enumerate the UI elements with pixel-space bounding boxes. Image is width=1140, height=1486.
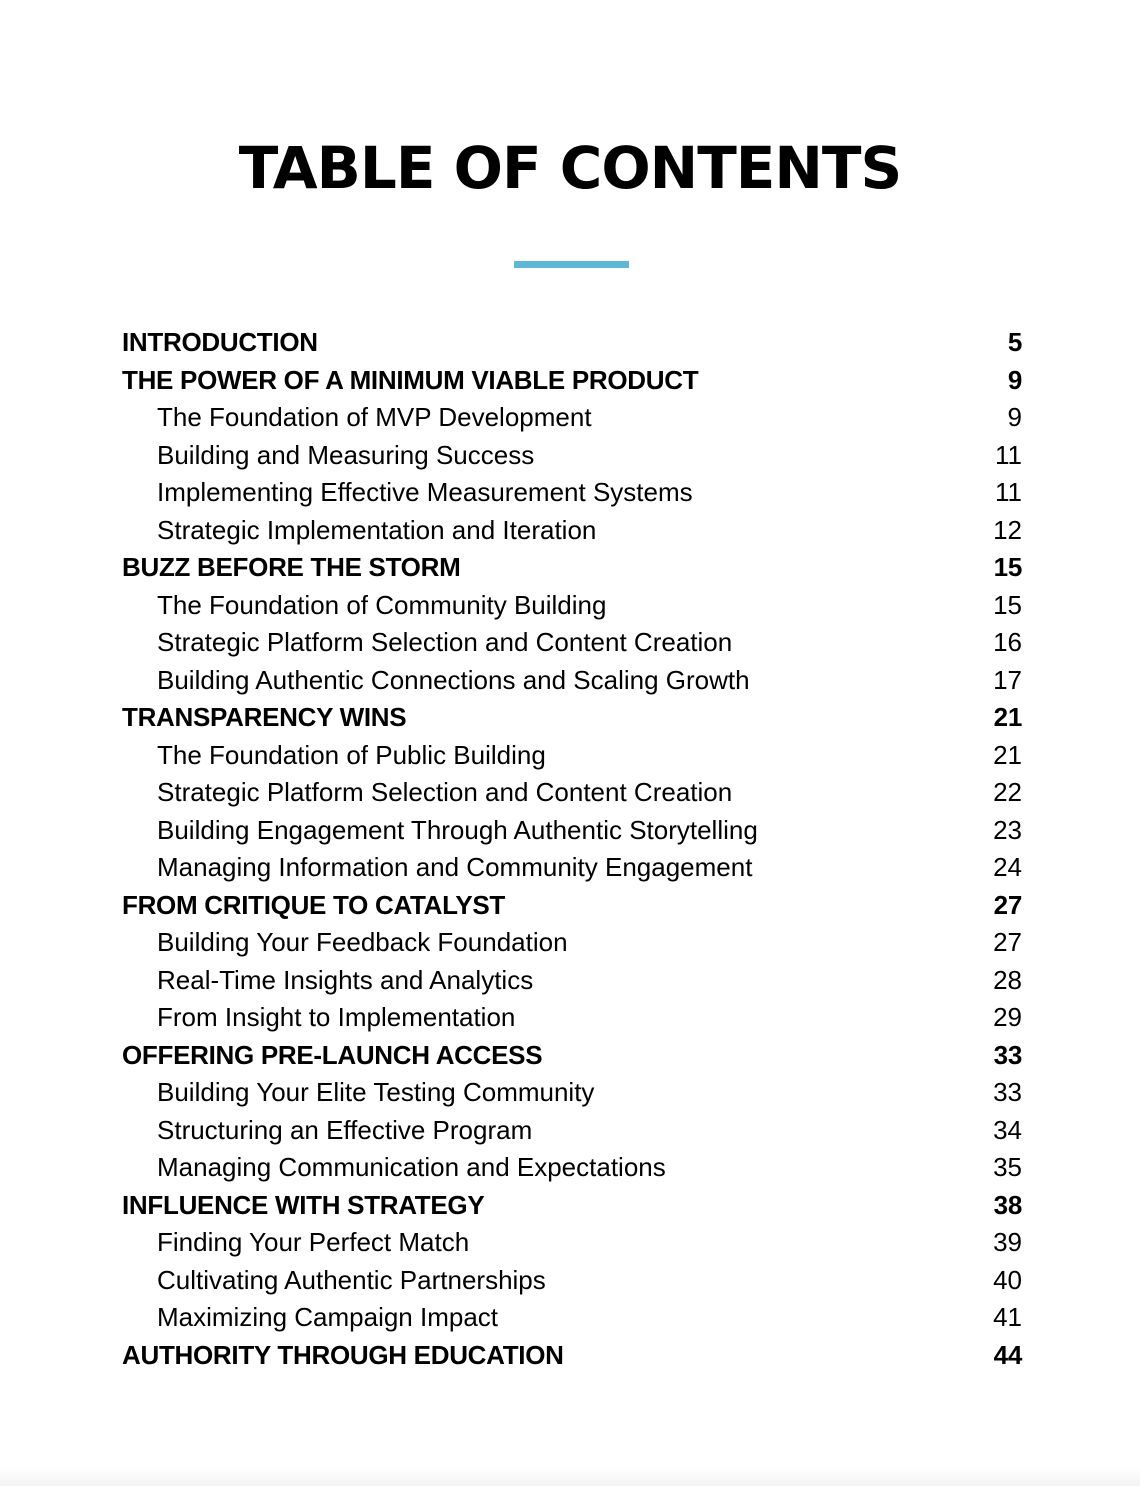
- toc-page-number: 44: [993, 1339, 1022, 1370]
- toc-section-entry[interactable]: [122, 737, 1022, 775]
- toc-page-number: 24: [993, 852, 1022, 882]
- toc-page-number: 16: [993, 627, 1022, 657]
- page-bottom-edge: [0, 1468, 1140, 1486]
- toc-chapter-entry[interactable]: [122, 549, 1022, 587]
- toc-page-number: 15: [993, 552, 1022, 582]
- toc-entry-title: INTRODUCTION: [122, 327, 318, 357]
- toc-page-number: 11: [995, 439, 1022, 470]
- toc-entry-title: INFLUENCE WITH STRATEGY: [122, 1189, 485, 1220]
- toc-page-number: 9: [1007, 402, 1022, 432]
- toc-section-entry[interactable]: [122, 624, 1022, 662]
- toc-page-number: 12: [993, 514, 1022, 545]
- toc-page-number: 27: [993, 889, 1022, 920]
- title-underline-accent: [514, 261, 629, 268]
- toc-page-number: 9: [1007, 364, 1022, 395]
- toc-page-number: 40: [993, 1264, 1022, 1295]
- toc-section-entry[interactable]: [122, 399, 1022, 437]
- toc-entry-title: Managing Communication and Expectations: [157, 1152, 666, 1182]
- toc-chapter-entry[interactable]: [122, 1187, 1022, 1225]
- toc-entry-title: AUTHORITY THROUGH EDUCATION: [122, 1339, 564, 1370]
- toc-section-entry[interactable]: [122, 587, 1022, 625]
- toc-section-entry[interactable]: [122, 849, 1022, 887]
- toc-page-number: 23: [993, 814, 1022, 845]
- toc-section-entry[interactable]: [122, 1112, 1022, 1150]
- toc-entry-title: BUZZ BEFORE THE STORM: [122, 552, 461, 582]
- toc-entry-title: Building and Measuring Success: [157, 439, 535, 470]
- toc-page-number: 33: [993, 1077, 1022, 1107]
- toc-page-number: 27: [993, 927, 1022, 957]
- toc-page-number: 21: [993, 739, 1022, 770]
- toc-entry-title: Structuring an Effective Program: [157, 1114, 533, 1145]
- toc-entry-title: Strategic Platform Selection and Content Creation: [157, 627, 733, 657]
- toc-page-number: 39: [993, 1227, 1022, 1257]
- toc-section-entry[interactable]: [122, 924, 1022, 962]
- toc-page-number: 17: [993, 664, 1022, 695]
- toc-chapter-entry[interactable]: [122, 1037, 1022, 1075]
- toc-entry-title: The Foundation of Community Building: [157, 589, 607, 620]
- toc-page-number: 29: [993, 1002, 1022, 1032]
- toc-chapter-entry[interactable]: [122, 887, 1022, 925]
- toc-entry-title: Cultivating Authentic Partnerships: [157, 1264, 546, 1295]
- toc-section-entry[interactable]: [122, 1224, 1022, 1262]
- toc-chapter-entry[interactable]: [122, 362, 1022, 400]
- toc-page-number: 28: [993, 964, 1022, 995]
- toc-entry-title: The Foundation of Public Building: [157, 739, 546, 770]
- toc-entry-title: OFFERING PRE-LAUNCH ACCESS: [122, 1039, 543, 1070]
- toc-entry-title: Strategic Platform Selection and Content Creation: [157, 777, 733, 807]
- toc-entry-title: FROM CRITIQUE TO CATALYST: [122, 889, 505, 920]
- table-of-contents-list: [122, 324, 1022, 1374]
- toc-section-entry[interactable]: [122, 662, 1022, 700]
- toc-page-number: 35: [993, 1152, 1022, 1182]
- toc-chapter-entry[interactable]: [122, 699, 1022, 737]
- toc-section-entry[interactable]: [122, 474, 1022, 512]
- toc-section-entry[interactable]: [122, 962, 1022, 1000]
- toc-chapter-entry[interactable]: [122, 324, 1022, 362]
- toc-page-number: 11: [995, 477, 1022, 507]
- toc-page-number: 15: [993, 589, 1022, 620]
- toc-page-number: 21: [993, 702, 1022, 732]
- toc-section-entry[interactable]: [122, 1149, 1022, 1187]
- toc-section-entry[interactable]: [122, 1074, 1022, 1112]
- toc-section-entry[interactable]: [122, 512, 1022, 550]
- page-title: TABLE OF CONTENTS: [238, 134, 902, 202]
- toc-entry-title: Strategic Implementation and Iteration: [157, 514, 597, 545]
- toc-entry-title: Managing Information and Community Engagement: [157, 852, 753, 882]
- toc-section-entry[interactable]: [122, 1299, 1022, 1337]
- toc-entry-title: From Insight to Implementation: [157, 1002, 516, 1032]
- toc-entry-title: Building Your Feedback Foundation: [157, 927, 568, 957]
- toc-entry-title: Building Engagement Through Authentic Storytelling: [157, 814, 758, 845]
- toc-section-entry[interactable]: [122, 999, 1022, 1037]
- toc-page-number: 22: [993, 777, 1022, 807]
- toc-entry-title: Maximizing Campaign Impact: [157, 1302, 499, 1332]
- toc-entry-title: Implementing Effective Measurement Systems: [157, 477, 693, 507]
- toc-entry-title: Building Authentic Connections and Scaling Growth: [157, 664, 750, 695]
- toc-entry-title: THE POWER OF A MINIMUM VIABLE PRODUCT: [122, 364, 699, 395]
- toc-section-entry[interactable]: [122, 774, 1022, 812]
- toc-page-number: 5: [1007, 327, 1022, 357]
- toc-page-number: 33: [993, 1039, 1022, 1070]
- toc-page-number: 41: [993, 1302, 1022, 1332]
- toc-page-number: 38: [993, 1189, 1022, 1220]
- toc-entry-title: Real-Time Insights and Analytics: [157, 964, 534, 995]
- toc-page-number: 34: [993, 1114, 1022, 1145]
- toc-entry-title: TRANSPARENCY WINS: [122, 702, 407, 732]
- toc-section-entry[interactable]: [122, 812, 1022, 850]
- toc-section-entry[interactable]: [122, 1262, 1022, 1300]
- toc-section-entry[interactable]: [122, 437, 1022, 475]
- toc-entry-title: Finding Your Perfect Match: [157, 1227, 470, 1257]
- toc-entry-title: The Foundation of MVP Development: [157, 402, 592, 432]
- toc-chapter-entry[interactable]: [122, 1337, 1022, 1375]
- toc-entry-title: Building Your Elite Testing Community: [157, 1077, 595, 1107]
